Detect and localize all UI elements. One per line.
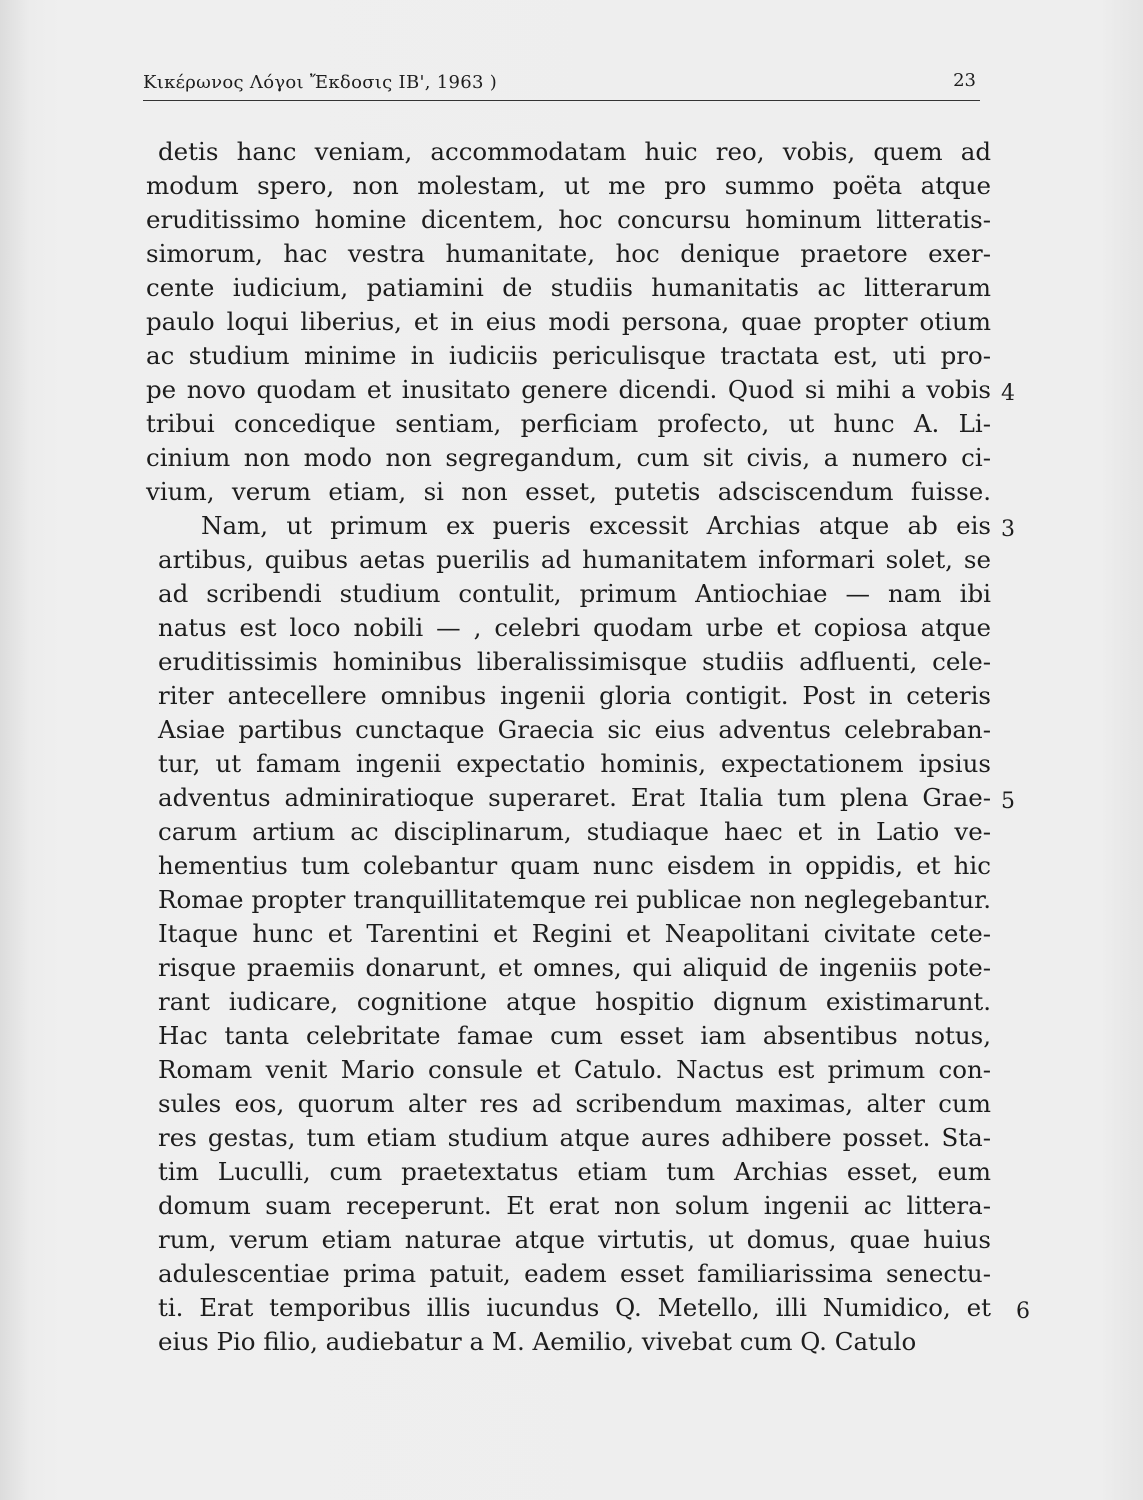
- text-line: domum suam receperunt. Et erat non solum ingenii ac littera-: [158, 1191, 991, 1220]
- text-line: Nam, ut primum ex pueris excessit Archias atque ab eis: [201, 511, 991, 540]
- text-line: vium, verum etiam, si non esset, putetis adsciscendum fuisse.: [146, 477, 991, 506]
- margin-section-number: 6: [1016, 1299, 1030, 1324]
- page-number: 23: [953, 70, 976, 91]
- text-line: risque praemiis donarunt, et omnes, qui aliquid de ingeniis pote-: [158, 953, 991, 982]
- text-line: Hac tanta celebritate famae cum esset iam absentibus notus,: [158, 1021, 991, 1050]
- text-line: ac studium minime in iudiciis periculisque tractata est, uti pro-: [146, 341, 991, 370]
- text-line: Asiae partibus cunctaque Graecia sic eius adventus celebraban-: [158, 715, 991, 744]
- text-line: detis hanc veniam, accommodatam huic reo, vobis, quem ad: [158, 137, 991, 166]
- text-line: ti. Erat temporibus illis iucundus Q. Metello, illi Numidico, et: [158, 1293, 991, 1322]
- text-line: adulescentiae prima patuit, eadem esset familiarissima senectu-: [158, 1259, 991, 1288]
- text-line: carum artium ac disciplinarum, studiaque haec et in Latio ve-: [158, 817, 991, 846]
- margin-section-number: 5: [1001, 789, 1015, 814]
- text-line: eruditissimo homine dicentem, hoc concursu hominum litteratis-: [146, 205, 991, 234]
- text-line: tim Luculli, cum praetextatus etiam tum Archias esset, eum: [158, 1157, 991, 1186]
- text-line: simorum, hac vestra humanitate, hoc denique praetore exer-: [146, 239, 991, 268]
- text-line: rum, verum etiam naturae atque virtutis, ut domus, quae huius: [158, 1225, 991, 1254]
- text-line: eruditissimis hominibus liberalissimisque studiis adfluenti, cele-: [158, 647, 991, 676]
- text-line: modum spero, non molestam, ut me pro summo poëta atque: [146, 171, 991, 200]
- text-line: adventus adminiratioque superaret. Erat Italia tum plena Grae-: [158, 783, 991, 812]
- text-line: cente iudicium, patiamini de studiis humanitatis ac litterarum: [146, 273, 991, 302]
- text-line: paulo loqui liberius, et in eius modi persona, quae propter otium: [146, 307, 991, 336]
- text-line: artibus, quibus aetas puerilis ad humanitatem informari solet, se: [158, 545, 991, 574]
- text-line: Itaque hunc et Tarentini et Regini et Neapolitani civitate cete-: [158, 919, 991, 948]
- margin-section-number: 4: [1001, 381, 1015, 406]
- text-line: cinium non modo non segregandum, cum sit civis, a numero ci-: [146, 443, 991, 472]
- text-line: natus est loco nobili — , celebri quodam urbe et copiosa atque: [158, 613, 991, 642]
- text-line: res gestas, tum etiam studium atque aures adhibere posset. Sta-: [158, 1123, 991, 1152]
- page-header: [143, 70, 980, 101]
- text-line: tur, ut famam ingenii expectatio hominis, expectationem ipsius: [158, 749, 991, 778]
- text-line: Romam venit Mario consule et Catulo. Nactus est primum con-: [158, 1055, 991, 1084]
- text-line: tribui concedique sentiam, perficiam profecto, ut hunc A. Li-: [146, 409, 991, 438]
- text-line: Romae propter tranquillitatemque rei publicae non neglegebantur.: [158, 885, 991, 914]
- text-line: rant iudicare, cognitione atque hospitio dignum existimarunt.: [158, 987, 991, 1016]
- text-line: pe novo quodam et inusitato genere dicendi. Quod si mihi a vobis: [146, 375, 991, 404]
- text-line: eius Pio filio, audiebatur a M. Aemilio, vivebat cum Q. Catulo: [158, 1327, 917, 1356]
- text-line: sules eos, quorum alter res ad scribendum maximas, alter cum: [158, 1089, 991, 1118]
- text-line: hementius tum colebantur quam nunc eisdem in oppidis, et hic: [158, 851, 991, 880]
- body-text: [146, 135, 991, 1359]
- margin-section-number: 3: [1001, 517, 1015, 542]
- running-title: Κικέρωνος Λόγοι Ἔκδοσις ΙΒ', 1963 ): [143, 72, 498, 93]
- text-line: ad scribendi studium contulit, primum Antiochiae — nam ibi: [158, 579, 991, 608]
- text-line: riter antecellere omnibus ingenii gloria contigit. Post in ceteris: [158, 681, 991, 710]
